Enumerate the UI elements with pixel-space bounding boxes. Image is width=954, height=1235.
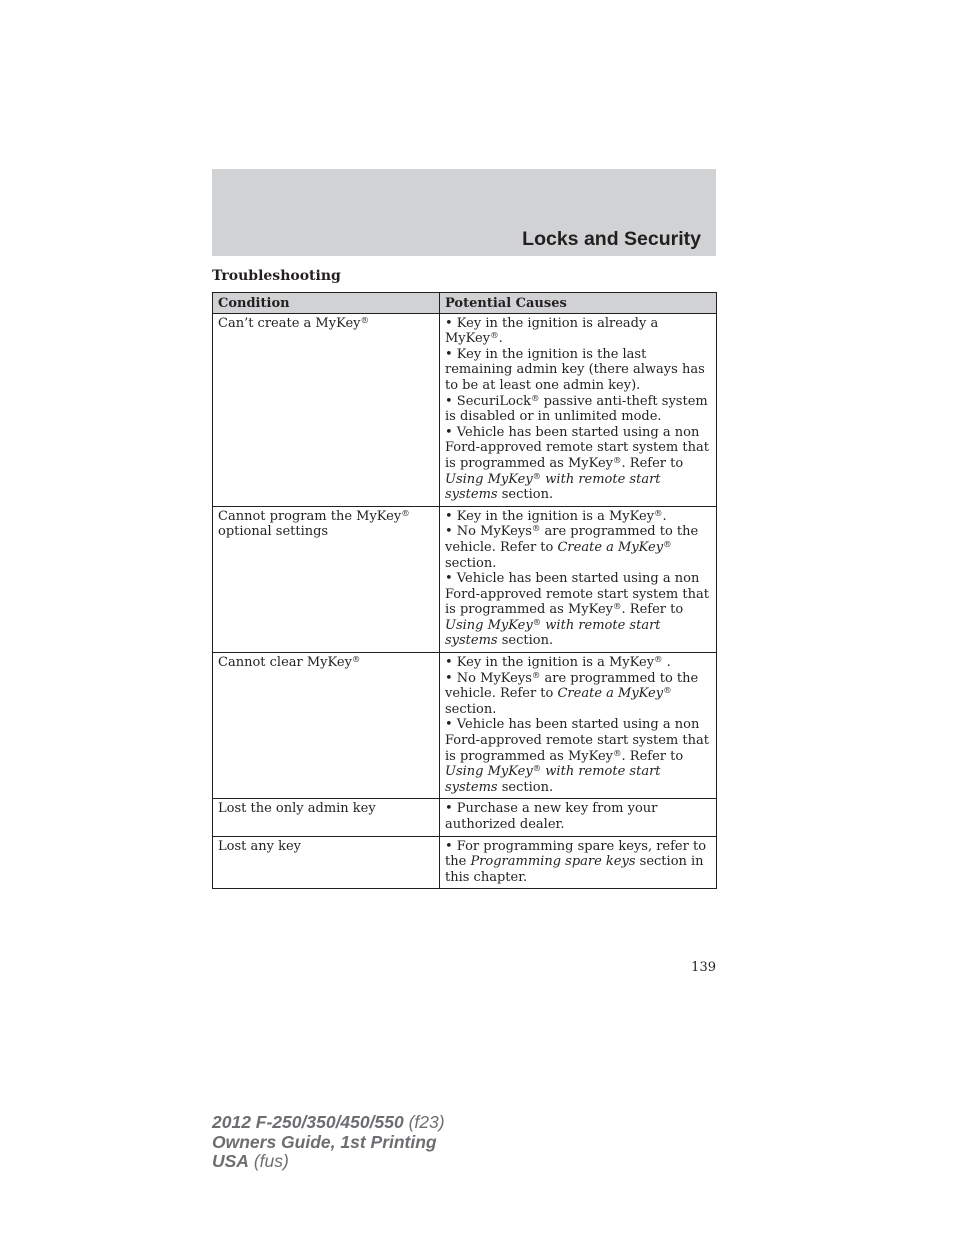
footer-market-line <box>212 1152 445 1172</box>
column-header-potential-causes: Potential Causes <box>440 293 717 314</box>
document-footer <box>212 1113 445 1172</box>
condition-cell: Cannot clear MyKey® <box>213 653 440 799</box>
cause-item: • Purchase a new key from your authorized dealer. <box>445 801 658 832</box>
condition-cell: Lost the only admin key <box>213 799 440 836</box>
cause-item: • Key in the ignition is a MyKey® . <box>445 655 671 671</box>
table-row <box>213 313 717 506</box>
footer-model-code: (f23) <box>403 1112 445 1132</box>
table-row <box>213 653 717 799</box>
condition-cell: Lost any key <box>213 836 440 889</box>
causes-cell <box>440 506 717 652</box>
cause-item: • For programming spare keys, refer to the Programming spare keys section in this chapter. <box>445 838 707 885</box>
footer-market: USA <box>212 1151 249 1171</box>
troubleshooting-table <box>212 292 717 889</box>
column-header-condition: Condition <box>213 293 440 314</box>
section-header-band <box>212 169 716 256</box>
footer-market-code: (fus) <box>248 1151 289 1171</box>
cause-item: • Vehicle has been started using a non Ford-approved remote start system that is programmed as MyKey®. Refer to Using MyKey® with remote start systems section. <box>445 717 709 795</box>
page-number: 139 <box>691 960 716 975</box>
table-header-row <box>213 293 717 314</box>
footer-model: 2012 F-250/350/450/550 <box>212 1112 404 1132</box>
causes-cell <box>440 313 717 506</box>
cause-item: • Key in the ignition is the last remaining admin key (there always has to be at least one admin key). <box>445 346 705 393</box>
table-row <box>213 836 717 889</box>
table-row <box>213 506 717 652</box>
cause-item: • Key in the ignition is a MyKey®. <box>445 508 667 524</box>
cause-item: • No MyKeys® are programmed to the vehicle. Refer to Create a MyKey® section. <box>445 524 699 571</box>
condition-cell: Can’t create a MyKey® <box>213 313 440 506</box>
section-title: Locks and Security <box>522 228 701 250</box>
cause-item: • No MyKeys® are programmed to the vehicle. Refer to Create a MyKey® section. <box>445 670 699 717</box>
cause-item: • Vehicle has been started using a non Ford-approved remote start system that is programmed as MyKey®. Refer to Using MyKey® with remote start systems section. <box>445 424 709 503</box>
cause-item: • SecuriLock® passive anti-theft system is disabled or in unlimited mode. <box>445 393 708 425</box>
footer-model-line <box>212 1113 445 1133</box>
causes-cell <box>440 799 717 836</box>
condition-cell: Cannot program the MyKey® optional settings <box>213 506 440 652</box>
footer-printing-line: Owners Guide, 1st Printing <box>212 1131 437 1152</box>
causes-cell <box>440 653 717 799</box>
cause-item: • Vehicle has been started using a non Ford-approved remote start system that is programmed as MyKey®. Refer to Using MyKey® with remote start systems section. <box>445 571 709 649</box>
table-row <box>213 799 717 836</box>
cause-item: • Key in the ignition is already a MyKey®. <box>445 315 659 347</box>
troubleshooting-heading: Troubleshooting <box>212 268 341 284</box>
causes-cell <box>440 836 717 889</box>
